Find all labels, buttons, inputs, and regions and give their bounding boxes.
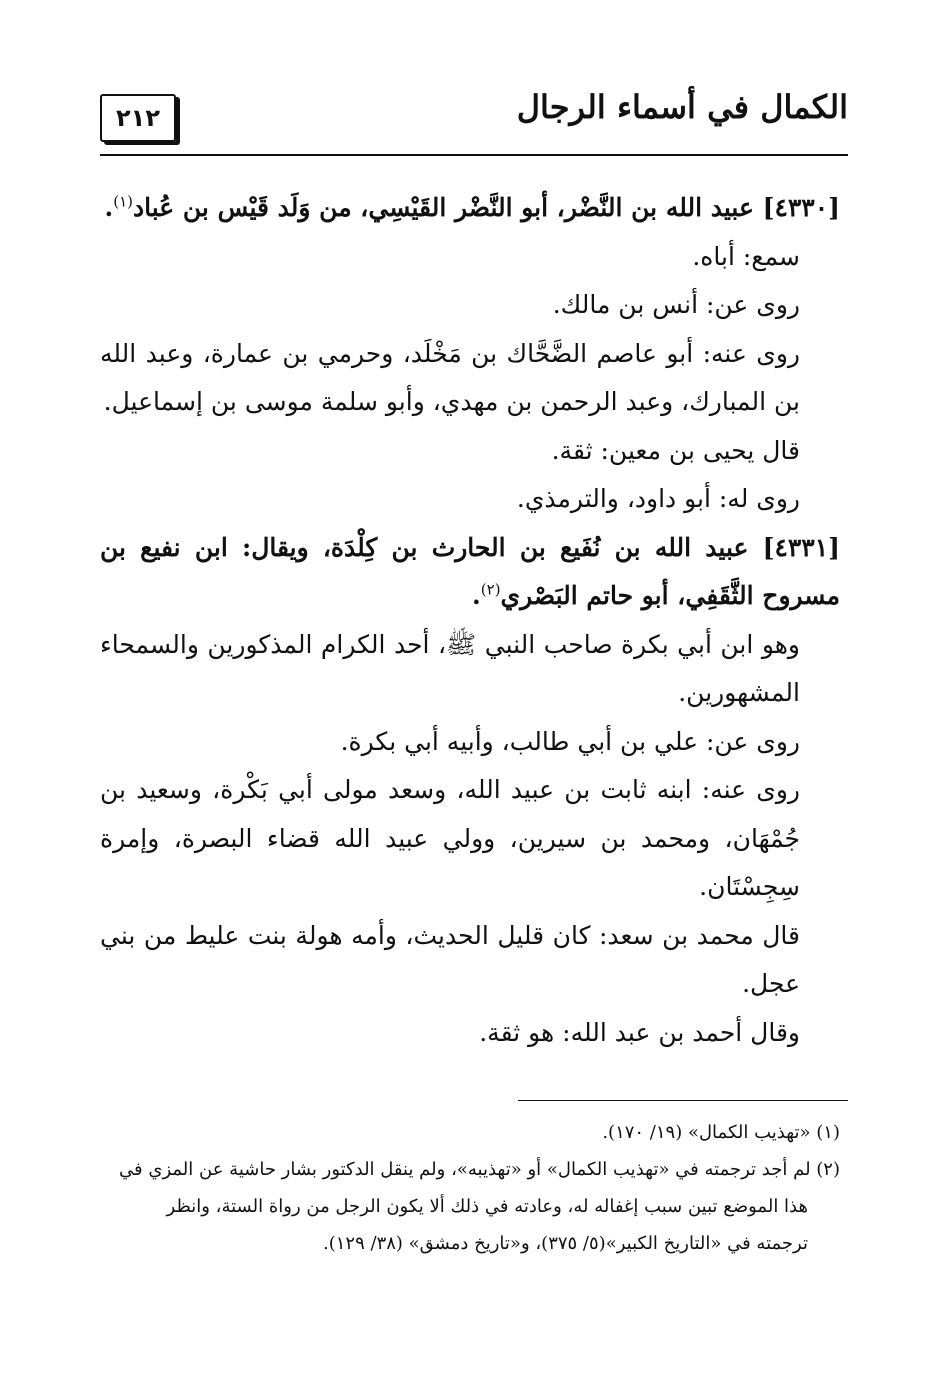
paragraph: روى عن: أنس بن مالك. xyxy=(552,290,800,319)
footnote-ref: (٢) xyxy=(480,580,501,599)
entry-heading xyxy=(100,184,840,233)
footnote-rule xyxy=(518,1100,848,1101)
footnote-ref: (١) xyxy=(113,192,133,211)
body-text xyxy=(100,184,840,1057)
entry-title: [٤٣٣٠] عبيد الله بن النَّضْر، أبو النَّضْر القَيْسِي، من وَلَد قَيْس بن عُباد xyxy=(132,193,840,222)
footnote: (١) «تهذيب الكمال» (١٩/ ١٧٠). xyxy=(602,1122,840,1143)
footnotes xyxy=(100,1114,840,1262)
footnote: (٢) لم أجد ترجمته في «تهذيب الكمال» أو «تهذيبه»، ولم ينقل الدكتور بشار حاشية عن المزي في xyxy=(119,1159,840,1180)
entry-heading xyxy=(100,524,840,621)
header-rule xyxy=(100,154,848,156)
paragraph: قال يحيى بن معين: ثقة. xyxy=(551,435,800,465)
entry-title-end: . xyxy=(104,193,114,222)
paragraph: روى عن: علي بن أبي طالب، وأبيه أبي بكرة. xyxy=(340,726,800,756)
paragraph: قال محمد بن سعد: كان قليل الحديث، وأمه هولة بنت عليط من بني عجل. xyxy=(100,920,800,998)
paragraph: روى عنه: أبو عاصم الضَّحَّاك بن مَخْلَد، وحرمي بن عمارة، وعبد الله بن المبارك، وعبد الرحمن بن مهدي، وأبو سلمة موسى بن إسماعيل. xyxy=(100,338,800,416)
paragraph: روى عنه: ابنه ثابت بن عبيد الله، وسعد مولى أبي بَكْرة، وسعيد بن جُمْهَان، ومحمد بن سيرين، وولي عبيد الله قضاء البصرة، وإمرة سِجِسْتَان. xyxy=(100,775,800,901)
paragraph: وقال أحمد بن عبد الله: هو ثقة. xyxy=(479,1017,800,1047)
footnote-continuation: هذا الموضع تبين سبب إغفاله له، وعادته في ذلك ألا يكون الرجل من رواة الستة، وانظر xyxy=(166,1196,808,1217)
footnote-continuation: ترجمته في «التاريخ الكبير»(٥/ ٣٧٥)، و«تاريخ دمشق» (٣٨/ ١٢٩). xyxy=(323,1233,808,1254)
running-title: الكمال في أسماء الرجال xyxy=(516,88,848,126)
page-number: ٢١٢ xyxy=(100,94,176,142)
paragraph: سمع: أباه. xyxy=(692,241,800,271)
page-header xyxy=(100,88,848,160)
paragraph: روى له: أبو داود، والترمذي. xyxy=(516,484,800,513)
paragraph: وهو ابن أبي بكرة صاحب النبي ﷺ، أحد الكرام المذكورين والسمحاء المشهورين. xyxy=(100,629,800,707)
entry-title-end: . xyxy=(472,581,481,610)
entry-title: [٤٣٣١] عبيد الله بن نُفَيع بن الحارث بن كِلْدَة، ويقال: ابن نفيع بن مسروح الثَّقَفِي، أبو حاتم البَصْري xyxy=(100,532,840,610)
